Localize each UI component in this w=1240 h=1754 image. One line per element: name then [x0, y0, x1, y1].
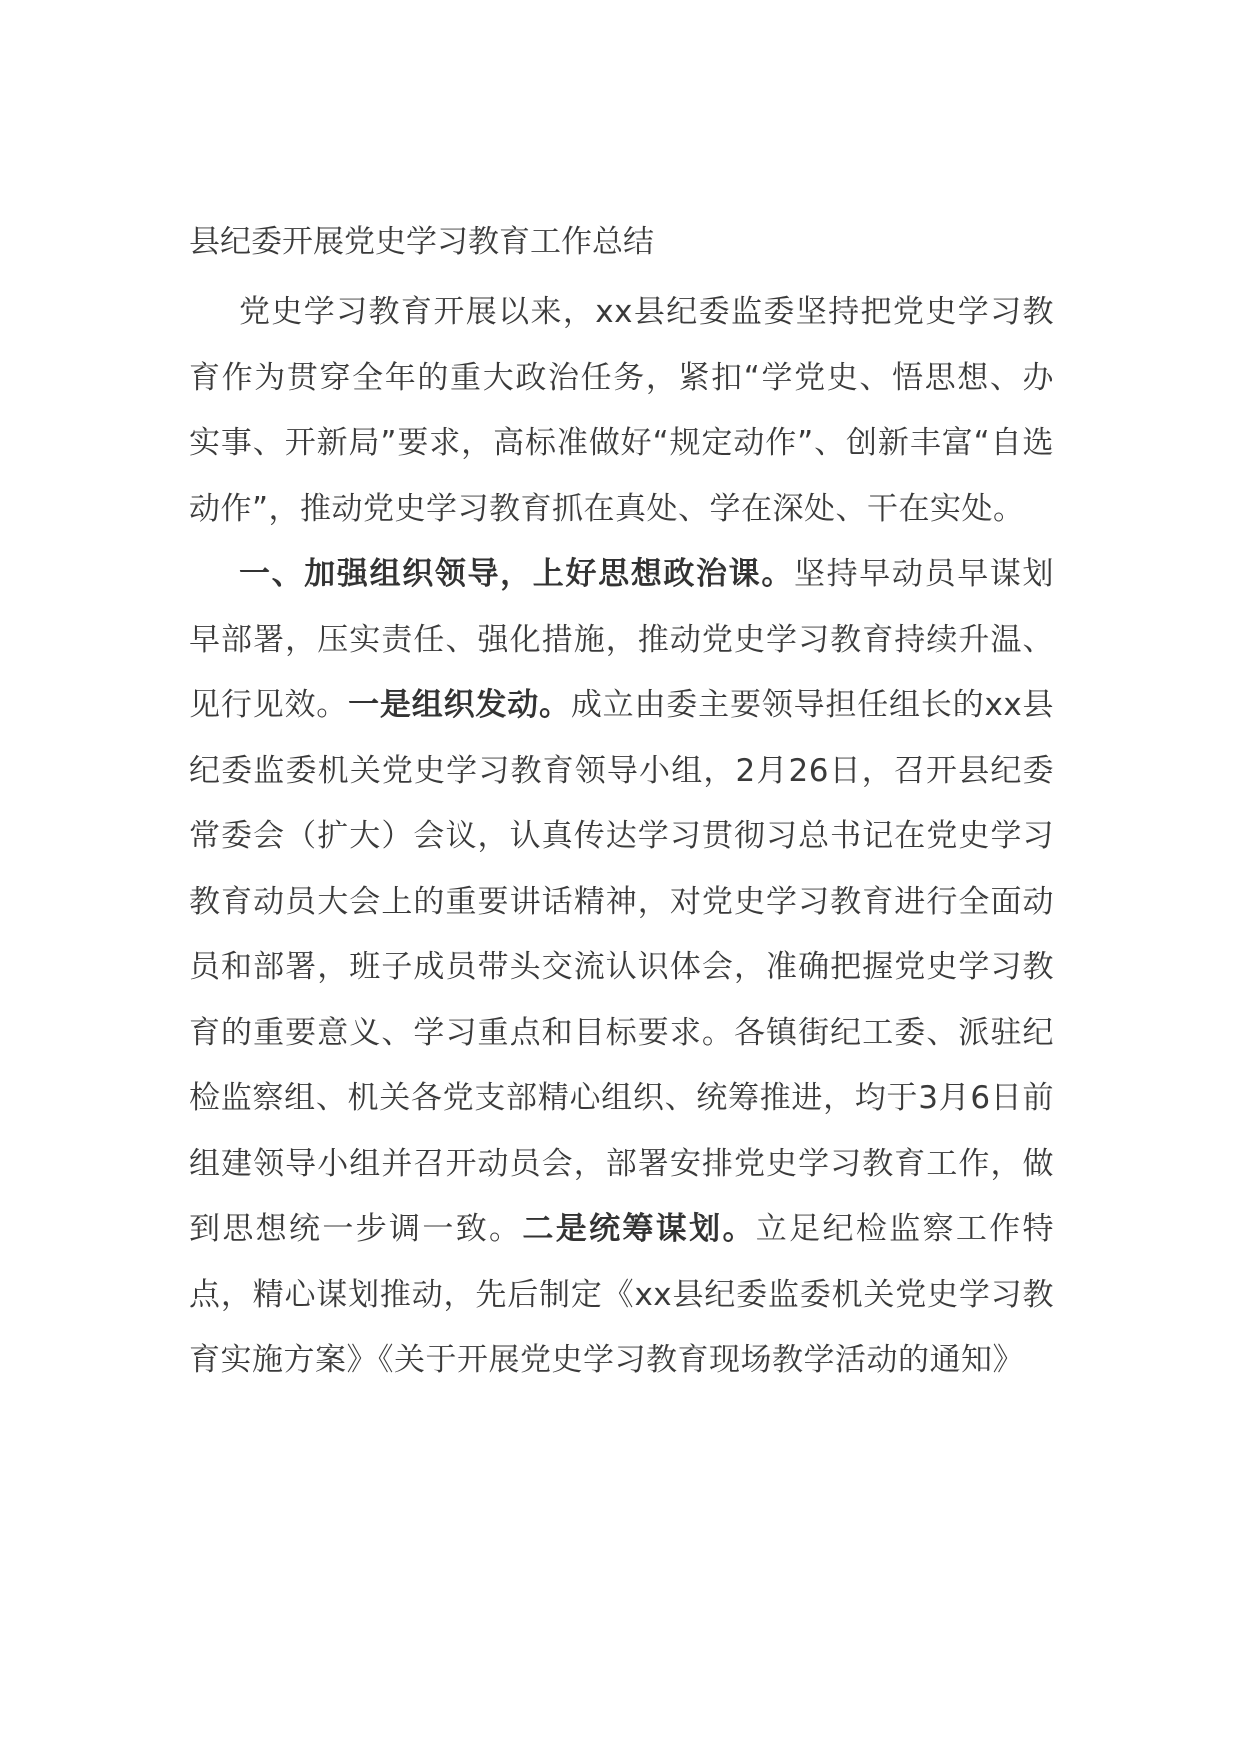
- point-1-text: 成立由委主要领导担任组长的xx县纪委监委机关党史学习教育领导小组，2月26日，召开县纪委常委会（扩大）会议，认真传达学习贯彻习总书记在党史学习教育动员大会上的重要讲话精神，对党史学习教育进行全面动员和部署，班子成员带头交流认识体会，准确把握党史学习教育的重要意义、学习重点和目标要求。各镇街纪工委、派驻纪检监察组、机关各党支部精心组织、统筹推进，均于3月6日前组建领导小组并召开动员会，部署安排党史学习教育工作，做到思想统一步调一致。: [189, 687, 1055, 1247]
- point-2-heading: 二是统筹谋划。: [522, 1211, 756, 1247]
- point-1-heading: 一是组织发动。: [348, 687, 571, 723]
- document-page: [189, 210, 1054, 1394]
- section-1-text: 坚持早动员早谋划早部署，压实责任、强化措施，推动党史学习教育持续升温、见行见效。: [189, 556, 1055, 723]
- intro-paragraph: 党史学习教育开展以来，xx县纪委监委坚持把党史学习教育作为贯穿全年的重大政治任务，紧扣“学党史、悟思想、办实事、开新局”要求，高标准做好“规定动作”、创新丰富“自选动作”，推动党史学习教育抓在真处、学在深处、干在实处。: [189, 294, 1054, 527]
- point-2-text: 立足纪检监察工作特点，精心谋划推动，先后制定《xx县纪委监委机关党史学习教育实施方案》《关于开展党史学习教育现场教学活动的通知》: [189, 1211, 1055, 1378]
- section-1-heading: 一、加强组织领导，上好思想政治课。: [239, 556, 794, 592]
- section-1-paragraph: [189, 542, 1054, 1394]
- document-title: 县纪委开展党史学习教育工作总结: [189, 224, 654, 260]
